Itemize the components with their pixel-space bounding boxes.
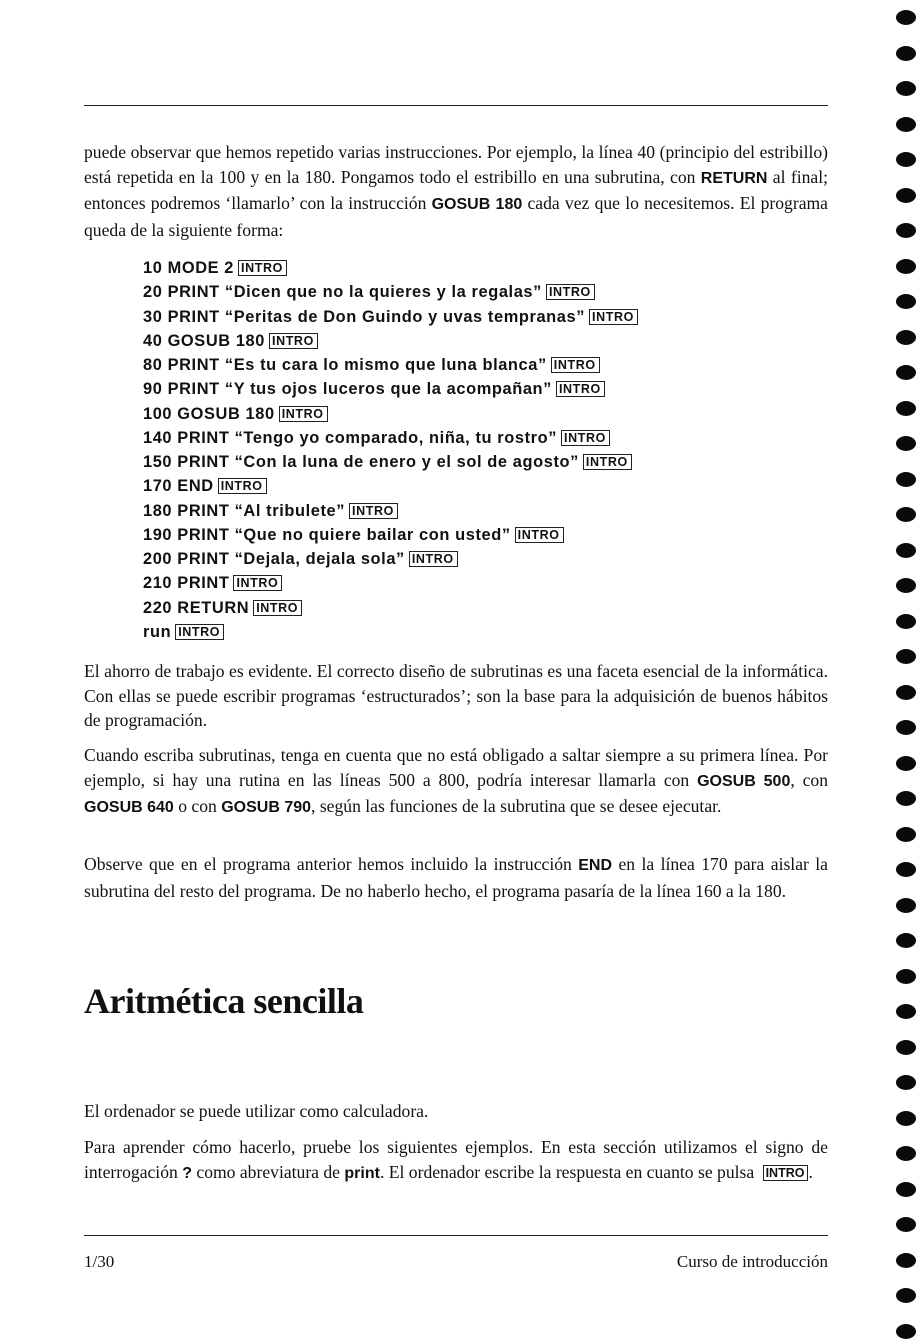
intro-key: INTRO: [238, 260, 287, 276]
program-line-text: 150 PRINT “Con la luna de enero y el sol de agosto”: [143, 453, 579, 471]
keyword: GOSUB 500: [697, 772, 791, 790]
text-run: . El ordenador escribe la respuesta en cuanto se pulsa: [379, 1161, 759, 1182]
intro-key: INTRO: [218, 478, 267, 494]
binder-hole: [896, 649, 916, 664]
book-title: Curso de introducción: [676, 1252, 828, 1271]
text-run: Para aprender cómo hacerlo, pruebe los siguientes ejemplos. En esta sección utilizamos el signo de interrogación: [84, 1137, 828, 1182]
program-line: [143, 474, 638, 498]
program-line: [143, 547, 638, 571]
program-line: [143, 450, 638, 474]
program-line: [143, 377, 638, 401]
binder-hole: [896, 862, 916, 877]
binder-hole: [896, 685, 916, 700]
binder-hole: [896, 614, 916, 629]
binder-hole: [896, 259, 916, 274]
binder-hole: [896, 223, 916, 238]
intro-key: INTRO: [175, 624, 224, 640]
program-line: [143, 402, 638, 426]
binder-hole: [896, 543, 916, 558]
program-line-text: 40 GOSUB 180: [143, 331, 265, 350]
binder-hole: [896, 756, 916, 771]
program-line: [143, 596, 638, 620]
binder-hole: [896, 188, 916, 203]
text-run: El ahorro de trabajo es evidente. El correcto diseño de subrutinas es una faceta esencial de la informática. Con ellas se puede escribir programas ‘estructurados’; son la base para la adquisición de buenos hábitos de programación.: [84, 661, 828, 731]
binder-hole: [896, 1182, 916, 1197]
program-line: [143, 620, 638, 644]
binder-hole: [896, 898, 916, 913]
keyword: RETURN: [700, 169, 768, 187]
program-line-text: 210 PRINT: [143, 574, 230, 593]
keyword: print: [344, 1164, 380, 1182]
intro-key: INTRO: [546, 284, 595, 300]
text-run: al final; entonces podremos ‘llamarlo’ con la instrucción: [84, 166, 828, 214]
binder-hole: [896, 1004, 916, 1019]
binder-holes: [896, 0, 924, 1334]
binder-hole: [896, 294, 916, 309]
intro-key: INTRO: [349, 503, 398, 519]
paragraph-cuando: [84, 743, 828, 821]
program-line: [143, 571, 638, 595]
text-run: Observe que en el programa anterior hemos incluido la instrucción: [84, 854, 579, 874]
binder-hole: [896, 1075, 916, 1090]
binder-hole: [896, 1040, 916, 1055]
intro-key: INTRO: [556, 381, 605, 397]
program-line: [143, 499, 638, 523]
binder-hole: [896, 46, 916, 61]
binder-hole: [896, 152, 916, 167]
text-run: cada vez que lo necesitemos. El programa queda de la siguiente forma:: [84, 193, 828, 240]
binder-hole: [896, 81, 916, 96]
intro-key: INTRO: [409, 551, 458, 567]
binder-hole: [896, 791, 916, 806]
text-run: , con: [790, 769, 829, 790]
binder-hole: [896, 1217, 916, 1232]
binder-hole: [896, 1111, 916, 1126]
text-run: .: [808, 1161, 813, 1182]
program-line-text: 140 PRINT “Tengo yo comparado, niña, tu rostro”: [143, 428, 558, 447]
paragraph-calculadora: [84, 1099, 828, 1124]
text-run: o con: [173, 796, 222, 817]
text-run: como abreviatura de: [191, 1161, 345, 1182]
paragraph-ahorro: [84, 659, 828, 733]
text-run: , según las funciones de la subrutina que se desee ejecutar.: [311, 796, 722, 817]
program-line-text: 190 PRINT “Que no quiere bailar con usted”: [143, 525, 511, 544]
footer-rule: [84, 1235, 828, 1236]
text-run: Cuando escriba subrutinas, tenga en cuenta que no está obligado a saltar siempre a su primera línea. Por ejemplo, si hay una rutina en las líneas 500 a 800, podría interesar llamarla con: [84, 745, 828, 790]
binder-hole: [896, 401, 916, 416]
intro-key: INTRO: [269, 333, 318, 349]
program-line-text: 20 PRINT “Dicen que no la quieres y la regalas”: [143, 283, 542, 302]
program-line: [143, 305, 638, 329]
binder-hole: [896, 1288, 916, 1303]
binder-hole: [896, 436, 916, 451]
binder-hole: [896, 365, 916, 380]
page-number: 1/30: [84, 1252, 115, 1271]
program-line-text: 30 PRINT “Peritas de Don Guindo y uvas tempranas”: [143, 307, 586, 326]
program-line-text: 170 END: [143, 477, 214, 496]
binder-hole: [896, 330, 916, 345]
keyword: END: [578, 857, 613, 874]
keyword: GOSUB 790: [221, 799, 312, 817]
program-line: [143, 426, 638, 450]
intro-key: INTRO: [279, 406, 328, 422]
program-line-text: 80 PRINT “Es tu cara lo mismo que luna blanca”: [143, 356, 547, 374]
program-listing: [143, 256, 638, 644]
text-run: El ordenador se puede utilizar como calculadora.: [84, 1101, 429, 1121]
program-line-text: run: [143, 622, 172, 641]
intro-key: INTRO: [583, 454, 632, 470]
program-line: [143, 256, 638, 280]
binder-hole: [896, 578, 916, 593]
program-line: [143, 523, 638, 547]
keyword: GOSUB 180: [431, 196, 523, 214]
intro-key: INTRO: [551, 357, 600, 373]
intro-key: INTRO: [233, 575, 282, 591]
keyword: GOSUB 640: [84, 799, 174, 817]
intro-key: INTRO: [589, 309, 638, 325]
binder-hole: [896, 1146, 916, 1161]
program-line-text: 180 PRINT “Al tribulete”: [143, 501, 346, 520]
program-line-text: 220 RETURN: [143, 598, 250, 617]
program-line-text: 90 PRINT “Y tus ojos luceros que la acompañan”: [143, 380, 552, 399]
intro-key: INTRO: [515, 527, 564, 543]
text-run: en la línea 170 para aislar la subrutina del resto del programa. De no haberlo hecho, el programa pasaría de la línea 160 a la 180.: [84, 854, 828, 901]
intro-paragraph: [84, 140, 828, 242]
binder-hole: [896, 933, 916, 948]
binder-hole: [896, 720, 916, 735]
binder-hole: [896, 1253, 916, 1268]
intro-key: INTRO: [253, 600, 302, 616]
header-rule: [84, 105, 828, 106]
program-line: [143, 329, 638, 353]
section-title: Aritmética sencilla: [84, 981, 364, 1021]
text-run: puede observar que hemos repetido varias instrucciones. Por ejemplo, la línea 40 (principio del estribillo) está repetida en la 100 y en la 180. Pongamos todo el estribillo en una subrutina, con: [84, 142, 828, 187]
program-line-text: 10 MODE 2: [143, 259, 235, 277]
binder-hole: [896, 117, 916, 132]
program-line: [143, 280, 638, 304]
binder-hole: [896, 472, 916, 487]
intro-key: INTRO: [763, 1165, 809, 1181]
binder-hole: [896, 969, 916, 984]
binder-hole: [896, 10, 916, 25]
program-line-text: 100 GOSUB 180: [143, 404, 275, 423]
paragraph-observe: [84, 852, 828, 903]
keyword: ?: [182, 1164, 192, 1182]
program-line: [143, 353, 638, 377]
program-line-text: 200 PRINT “Dejala, dejala sola”: [143, 550, 405, 568]
intro-key: INTRO: [561, 430, 610, 446]
binder-hole: [896, 507, 916, 522]
binder-hole: [896, 1324, 916, 1339]
paragraph-aprender: [84, 1135, 828, 1186]
binder-hole: [896, 827, 916, 842]
